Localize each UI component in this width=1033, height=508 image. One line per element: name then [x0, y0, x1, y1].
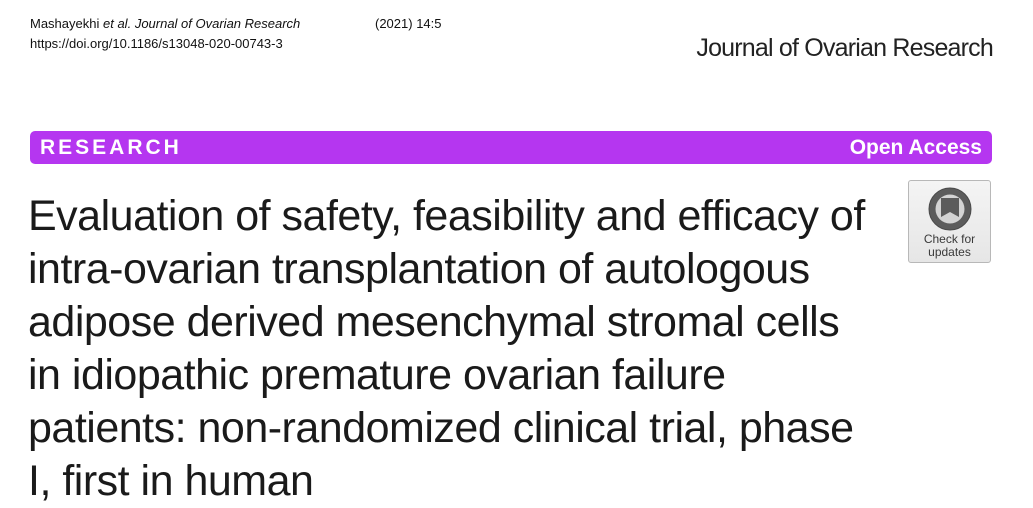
citation-year-volume: (2021) 14:5 — [375, 16, 442, 31]
check-for-updates-button[interactable] — [908, 180, 991, 263]
article-type-banner — [30, 131, 992, 164]
updates-label: updates — [928, 245, 971, 259]
crossmark-icon — [927, 186, 973, 232]
citation-line-1 — [30, 14, 442, 34]
article-title: Evaluation of safety, feasibility and efficacy of intra-ovarian transplantation of autologous adipose derived mesenchymal stromal cells in idiopathic premature ovarian failure patients: non-randomized clinical trial, phase I, first in human — [28, 192, 865, 505]
check-for-label: Check for — [923, 232, 976, 246]
journal-logo: Journal of Ovarian Research — [696, 34, 993, 62]
citation-doi-link[interactable]: https://doi.org/10.1186/s13048-020-00743-3 — [30, 36, 283, 51]
open-access-label: Open Access — [849, 135, 982, 159]
citation-etal: et al. — [103, 16, 132, 31]
citation-authors: Mashayekhi — [30, 16, 100, 31]
article-section-label: RESEARCH — [40, 135, 182, 159]
citation-header — [30, 14, 442, 54]
citation-journal: Journal of Ovarian Research — [134, 16, 301, 31]
